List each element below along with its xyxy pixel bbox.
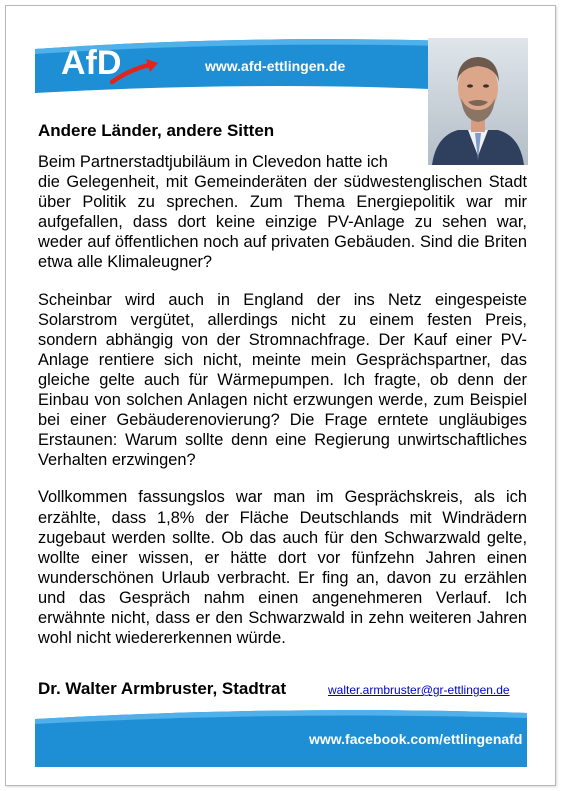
header-website-url: www.afd-ettlingen.de bbox=[205, 58, 346, 74]
author-signature: Dr. Walter Armbruster, Stadtrat bbox=[38, 679, 287, 698]
afd-logo: AfD bbox=[61, 44, 122, 82]
author-email-link[interactable]: walter.armbruster@gr-ettlingen.de bbox=[328, 683, 510, 697]
footer-facebook-url: www.facebook.com/ettlingenafd bbox=[309, 731, 523, 747]
paragraph-continuation: die Gelegenheit, mit Gemeinderäten der südwestenglischen Stadt über Politik zu sprechen. Zum Thema Energiepolitik war mir aufgefallen, dass dort keine einzige PV-Anlage zu sehen war, weder auf öffentlichen noch auf privaten Gebäuden. Sind die Briten etwa alle Klimaleugner? bbox=[38, 173, 527, 272]
document-page bbox=[5, 5, 556, 786]
article-body bbox=[38, 152, 527, 665]
article-paragraph: Scheinbar wird auch in England der ins Netz eingespeiste Solarstrom vergütet, allerdings nicht zu einem festen Preis, sondern abhängig von der Stromnachfrage. Der Kauf einer PV-Anlage rentiere sich nicht, meinte mein Gesprächspartner, das gleiche gelte auch für Wärmepumpen. Ich fragte, ob denn der Einbau von solchen Anlagen nicht erzwungen werde, zum Beispiel bei einer Gebäuderenovierung? Die Frage erntete ungläubiges Erstaunen: Warum sollte denn eine Regierung unwirtschaftliches Verhalten erzwingen? bbox=[38, 290, 527, 470]
article-paragraph: Vollkommen fassungslos war man im Gesprächskreis, als ich erzählte, dass 1,8% der Fläche Deutschlands mit Windrädern zugebaut werden sollte. Ob das auch für den Schwarzwald gelte, wollte einer wissen, er hätte dort vor fünfzehn Jahren einen wunderschönen Urlaub verbracht. Er fing an, davon zu erzählen und das Gespräch nahm einen angenehmeren Verlauf. Ich erwähnte nicht, dass er den Schwarzwald in zehn weiteren Jahren wohl nicht wiedererkennen würde. bbox=[38, 488, 527, 648]
logo-arrow-icon bbox=[110, 58, 160, 86]
article-title: Andere Länder, andere Sitten bbox=[38, 121, 275, 140]
author-photo bbox=[428, 38, 528, 165]
portrait-image bbox=[428, 38, 528, 165]
article-paragraph bbox=[38, 152, 527, 273]
paragraph-first-line: Beim Partnerstadtjubiläum in Clevedon hatte ich bbox=[38, 153, 388, 171]
